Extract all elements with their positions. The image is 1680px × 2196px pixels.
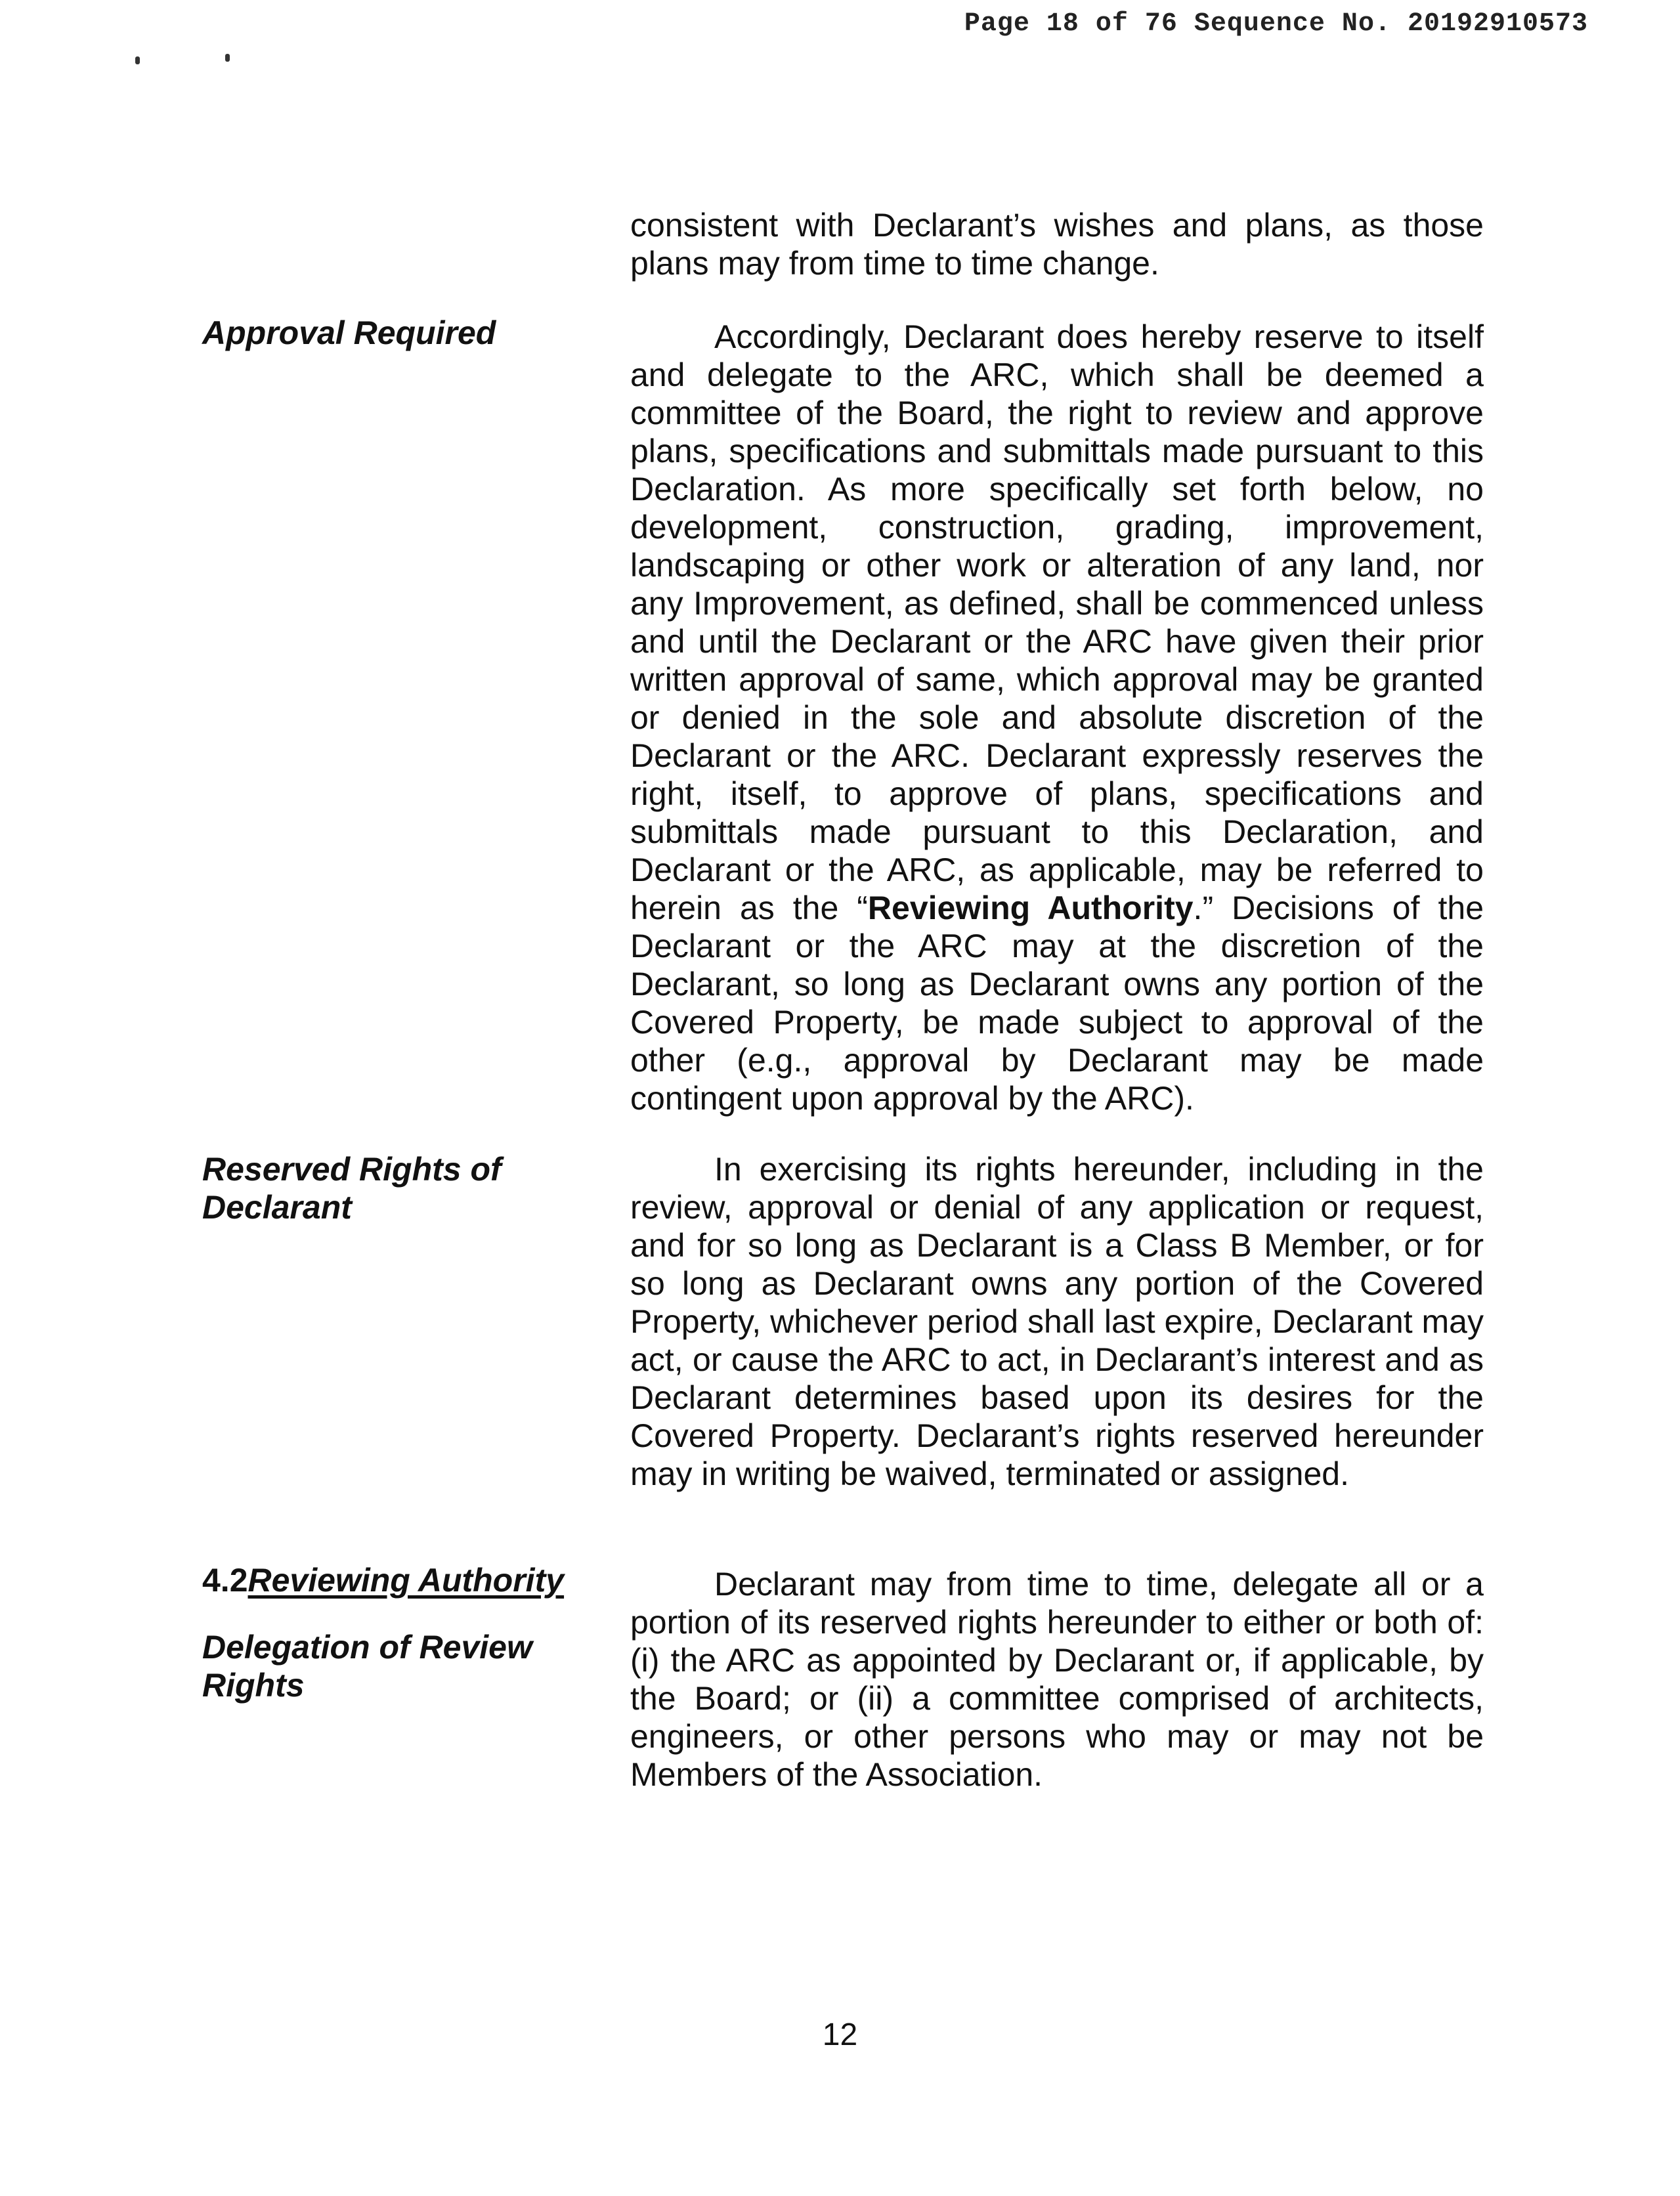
approval-text-after-term: .” Decisions of the Declarant or the ARC may at the discretion of the Declarant, so long as Declarant owns any portion of the Covered Property, be made subject to approval of the other (e.g., approval by Declarant may be made contingent upon approval by the ARC). bbox=[630, 890, 1484, 1117]
section-heading-4-2 bbox=[202, 1561, 570, 1599]
heading-reserved-rights-of-declarant bbox=[202, 1150, 570, 1226]
continuation-paragraph: consistent with Declarant’s wishes and plans, as those plans may from time to time change. bbox=[630, 207, 1484, 282]
section-title: Reviewing Authority bbox=[248, 1562, 565, 1599]
approval-text-before-term: Accordingly, Declarant does hereby reserve to itself and delegate to the ARC, which shall be deemed a committee of the Board, the right to review and approve plans, specifications and submittals made pursuant to this Declaration. As more specifically set forth below, no development, construction, grading, improvement, landscaping or other work or alteration of any land, nor any Improvement, as defined, shall be commenced unless and until the Declarant or the ARC have given their prior written approval of same, which approval may be granted or denied in the sole and absolute discretion of the Declarant or the ARC. Declarant expressly reserves the right, itself, to approve of plans, specifications and submittals made pursuant to this Declaration, and Declarant or the ARC, as applicable, may be referred to herein as the “ bbox=[630, 318, 1484, 926]
heading-approval-required: Approval Required bbox=[202, 314, 496, 351]
defined-term-reviewing-authority: Reviewing Authority bbox=[867, 890, 1194, 926]
scan-speck-mark bbox=[225, 54, 230, 62]
scan-speck-mark bbox=[135, 56, 140, 64]
page-sequence-stamp: Page 18 of 76 Sequence No. 20192910573 bbox=[964, 9, 1588, 39]
reserved-rights-paragraph: In exercising its rights hereunder, including in the review, approval or denial of any application or request, and for so long as Declarant is a Class B Member, or for so long as Declarant owns any portion of the Covered Property, whichever period shall last expire, Declarant may act, or cause the ARC to act, in Declarant’s interest and as Declarant determines based upon its desires for the Covered Property. Declarant’s rights reserved hereunder may in writing be waived, terminated or assigned. bbox=[630, 1151, 1484, 1492]
section-number: 4.2 bbox=[202, 1562, 248, 1599]
approval-required-paragraph bbox=[630, 318, 1484, 1117]
heading-line: Delegation of Review bbox=[202, 1629, 532, 1666]
delegation-paragraph: Declarant may from time to time, delegate all or a portion of its reserved rights hereunder to either or both of: (i) the ARC as appointed by Declarant or, if applicable, by the Board; or (ii) a committee comprised of architects, engineers, or other persons who may or may not be Members of the Association. bbox=[630, 1566, 1484, 1793]
page-number: 12 bbox=[822, 2017, 858, 2052]
heading-line: Declarant bbox=[202, 1189, 352, 1226]
heading-line: Reserved Rights of bbox=[202, 1151, 502, 1188]
heading-delegation-of-review-rights bbox=[202, 1628, 570, 1704]
heading-line: Rights bbox=[202, 1667, 305, 1704]
